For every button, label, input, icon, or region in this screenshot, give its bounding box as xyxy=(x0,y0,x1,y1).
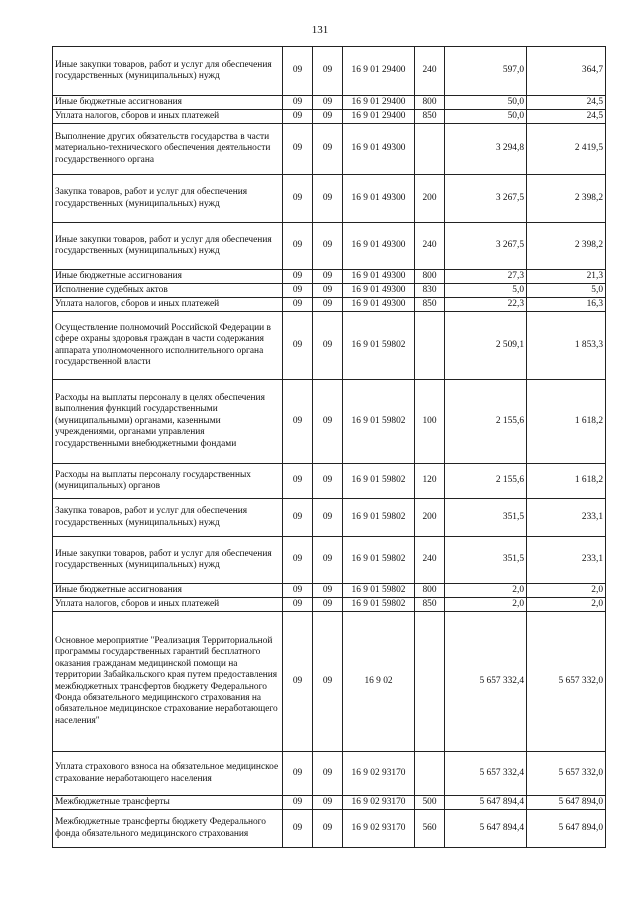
cell-target-code: 16 9 01 49300 xyxy=(343,270,415,284)
cell-subsection: 09 xyxy=(313,96,343,110)
cell-name: Расходы на выплаты персоналу в целях обеспечения выполнения функций государственными (муниципальными) органами, казенными учреждениями, органами управления государственными внебюджетными фондами xyxy=(53,380,283,464)
cell-section: 09 xyxy=(283,499,313,537)
cell-planned-amount: 5 647 894,4 xyxy=(445,796,527,810)
cell-executed-amount: 1 853,3 xyxy=(527,312,606,380)
cell-planned-amount: 5 647 894,4 xyxy=(445,810,527,848)
cell-target-code: 16 9 01 29400 xyxy=(343,110,415,124)
cell-name: Иные бюджетные ассигнования xyxy=(53,584,283,598)
cell-planned-amount: 50,0 xyxy=(445,110,527,124)
cell-name: Иные закупки товаров, работ и услуг для обеспечения государственных (муниципальных) нужд xyxy=(53,47,283,96)
cell-target-code: 16 9 01 29400 xyxy=(343,96,415,110)
cell-executed-amount: 24,5 xyxy=(527,110,606,124)
cell-expense-type xyxy=(415,124,445,175)
cell-executed-amount: 5 657 332,0 xyxy=(527,752,606,796)
cell-target-code: 16 9 02 xyxy=(343,612,415,752)
cell-expense-type: 850 xyxy=(415,298,445,312)
cell-target-code: 16 9 01 59802 xyxy=(343,499,415,537)
cell-executed-amount: 1 618,2 xyxy=(527,380,606,464)
table-row xyxy=(53,499,606,537)
cell-subsection: 09 xyxy=(313,175,343,223)
cell-target-code: 16 9 01 59802 xyxy=(343,598,415,612)
cell-section: 09 xyxy=(283,380,313,464)
table-row xyxy=(53,298,606,312)
cell-target-code: 16 9 01 59802 xyxy=(343,584,415,598)
cell-planned-amount: 5,0 xyxy=(445,284,527,298)
cell-section: 09 xyxy=(283,298,313,312)
cell-name: Исполнение судебных актов xyxy=(53,284,283,298)
table-row xyxy=(53,284,606,298)
cell-planned-amount: 351,5 xyxy=(445,537,527,584)
cell-section: 09 xyxy=(283,598,313,612)
cell-expense-type: 100 xyxy=(415,380,445,464)
cell-expense-type: 200 xyxy=(415,499,445,537)
table-row xyxy=(53,796,606,810)
budget-table xyxy=(52,46,606,848)
cell-planned-amount: 5 657 332,4 xyxy=(445,612,527,752)
cell-section: 09 xyxy=(283,584,313,598)
cell-executed-amount: 1 618,2 xyxy=(527,464,606,499)
cell-section: 09 xyxy=(283,464,313,499)
cell-section: 09 xyxy=(283,312,313,380)
cell-expense-type: 240 xyxy=(415,47,445,96)
cell-target-code: 16 9 01 49300 xyxy=(343,298,415,312)
cell-subsection: 09 xyxy=(313,464,343,499)
cell-expense-type: 240 xyxy=(415,223,445,270)
cell-section: 09 xyxy=(283,124,313,175)
cell-planned-amount: 2 155,6 xyxy=(445,464,527,499)
cell-expense-type: 560 xyxy=(415,810,445,848)
cell-planned-amount: 597,0 xyxy=(445,47,527,96)
cell-section: 09 xyxy=(283,810,313,848)
cell-target-code: 16 9 01 49300 xyxy=(343,223,415,270)
cell-expense-type xyxy=(415,612,445,752)
cell-name: Межбюджетные трансферты xyxy=(53,796,283,810)
cell-subsection: 09 xyxy=(313,598,343,612)
cell-executed-amount: 2 398,2 xyxy=(527,175,606,223)
cell-name: Межбюджетные трансферты бюджету Федерального фонда обязательного медицинского страхования xyxy=(53,810,283,848)
cell-subsection: 09 xyxy=(313,796,343,810)
cell-subsection: 09 xyxy=(313,124,343,175)
cell-expense-type: 240 xyxy=(415,537,445,584)
cell-subsection: 09 xyxy=(313,312,343,380)
cell-executed-amount: 233,1 xyxy=(527,537,606,584)
cell-expense-type: 500 xyxy=(415,796,445,810)
cell-expense-type xyxy=(415,312,445,380)
cell-name: Иные бюджетные ассигнования xyxy=(53,270,283,284)
cell-name: Уплата налогов, сборов и иных платежей xyxy=(53,298,283,312)
cell-planned-amount: 2 509,1 xyxy=(445,312,527,380)
cell-name: Уплата налогов, сборов и иных платежей xyxy=(53,110,283,124)
cell-name: Закупка товаров, работ и услуг для обеспечения государственных (муниципальных) нужд xyxy=(53,499,283,537)
cell-planned-amount: 50,0 xyxy=(445,96,527,110)
cell-subsection: 09 xyxy=(313,270,343,284)
cell-executed-amount: 233,1 xyxy=(527,499,606,537)
cell-executed-amount: 5 647 894,0 xyxy=(527,796,606,810)
cell-executed-amount: 364,7 xyxy=(527,47,606,96)
cell-section: 09 xyxy=(283,612,313,752)
cell-executed-amount: 16,3 xyxy=(527,298,606,312)
cell-executed-amount: 21,3 xyxy=(527,270,606,284)
cell-expense-type: 200 xyxy=(415,175,445,223)
cell-subsection: 09 xyxy=(313,810,343,848)
cell-planned-amount: 351,5 xyxy=(445,499,527,537)
cell-target-code: 16 9 02 93170 xyxy=(343,810,415,848)
page-number: 131 xyxy=(311,24,329,36)
cell-section: 09 xyxy=(283,796,313,810)
cell-name: Уплата страхового взноса на обязательное медицинское страхование неработающего населения xyxy=(53,752,283,796)
cell-name: Расходы на выплаты персоналу государственных (муниципальных) органов xyxy=(53,464,283,499)
table-row xyxy=(53,110,606,124)
cell-target-code: 16 9 01 59802 xyxy=(343,537,415,584)
cell-executed-amount: 24,5 xyxy=(527,96,606,110)
cell-section: 09 xyxy=(283,110,313,124)
cell-section: 09 xyxy=(283,47,313,96)
cell-planned-amount: 2,0 xyxy=(445,584,527,598)
cell-planned-amount: 5 657 332,4 xyxy=(445,752,527,796)
cell-expense-type: 800 xyxy=(415,584,445,598)
table-row xyxy=(53,270,606,284)
cell-expense-type: 850 xyxy=(415,110,445,124)
cell-executed-amount: 2 398,2 xyxy=(527,223,606,270)
cell-executed-amount: 5,0 xyxy=(527,284,606,298)
cell-planned-amount: 2 155,6 xyxy=(445,380,527,464)
cell-section: 09 xyxy=(283,223,313,270)
table-row xyxy=(53,584,606,598)
cell-target-code: 16 9 01 59802 xyxy=(343,380,415,464)
cell-target-code: 16 9 02 93170 xyxy=(343,796,415,810)
cell-name: Иные закупки товаров, работ и услуг для обеспечения государственных (муниципальных) нужд xyxy=(53,223,283,270)
cell-section: 09 xyxy=(283,752,313,796)
cell-expense-type: 850 xyxy=(415,598,445,612)
table-row xyxy=(53,752,606,796)
cell-subsection: 09 xyxy=(313,752,343,796)
cell-target-code: 16 9 02 93170 xyxy=(343,752,415,796)
cell-expense-type: 120 xyxy=(415,464,445,499)
table-row xyxy=(53,223,606,270)
cell-planned-amount: 22,3 xyxy=(445,298,527,312)
cell-planned-amount: 3 267,5 xyxy=(445,223,527,270)
cell-subsection: 09 xyxy=(313,223,343,270)
table-row xyxy=(53,380,606,464)
cell-executed-amount: 5 657 332,0 xyxy=(527,612,606,752)
cell-name: Осуществление полномочий Российской Федерации в сфере охраны здоровья граждан в части содержания аппарата уполномоченного исполнительного органа государственной власти xyxy=(53,312,283,380)
cell-name: Уплата налогов, сборов и иных платежей xyxy=(53,598,283,612)
cell-name: Иные закупки товаров, работ и услуг для обеспечения государственных (муниципальных) нужд xyxy=(53,537,283,584)
cell-subsection: 09 xyxy=(313,612,343,752)
cell-expense-type xyxy=(415,752,445,796)
table-row xyxy=(53,175,606,223)
cell-subsection: 09 xyxy=(313,110,343,124)
cell-expense-type: 800 xyxy=(415,270,445,284)
table-row xyxy=(53,96,606,110)
cell-subsection: 09 xyxy=(313,298,343,312)
cell-section: 09 xyxy=(283,175,313,223)
cell-subsection: 09 xyxy=(313,584,343,598)
cell-target-code: 16 9 01 49300 xyxy=(343,284,415,298)
cell-expense-type: 830 xyxy=(415,284,445,298)
cell-subsection: 09 xyxy=(313,47,343,96)
cell-target-code: 16 9 01 29400 xyxy=(343,47,415,96)
cell-planned-amount: 2,0 xyxy=(445,598,527,612)
table-row xyxy=(53,124,606,175)
cell-target-code: 16 9 01 49300 xyxy=(343,175,415,223)
cell-section: 09 xyxy=(283,270,313,284)
cell-executed-amount: 2,0 xyxy=(527,584,606,598)
cell-name: Выполнение других обязательств государства в части материально-технического обеспечения деятельности государственного органа xyxy=(53,124,283,175)
cell-name: Иные бюджетные ассигнования xyxy=(53,96,283,110)
cell-name: Основное мероприятие "Реализация Территориальной программы государственных гарантий бесплатного оказания гражданам медицинской помощи на территории Забайкальского края путем предоставления межбюджетных трансфертов бюджету Федерального Фонда обязательного медицинского страхования на обязательное медицинское страхование неработающего населения" xyxy=(53,612,283,752)
table-row xyxy=(53,612,606,752)
cell-executed-amount: 2 419,5 xyxy=(527,124,606,175)
table-row xyxy=(53,312,606,380)
cell-target-code: 16 9 01 49300 xyxy=(343,124,415,175)
cell-planned-amount: 3 267,5 xyxy=(445,175,527,223)
cell-subsection: 09 xyxy=(313,284,343,298)
cell-section: 09 xyxy=(283,537,313,584)
cell-executed-amount: 2,0 xyxy=(527,598,606,612)
cell-subsection: 09 xyxy=(313,499,343,537)
cell-section: 09 xyxy=(283,284,313,298)
cell-target-code: 16 9 01 59802 xyxy=(343,312,415,380)
cell-expense-type: 800 xyxy=(415,96,445,110)
table-row xyxy=(53,464,606,499)
cell-planned-amount: 27,3 xyxy=(445,270,527,284)
cell-subsection: 09 xyxy=(313,380,343,464)
cell-planned-amount: 3 294,8 xyxy=(445,124,527,175)
cell-executed-amount: 5 647 894,0 xyxy=(527,810,606,848)
table-row xyxy=(53,598,606,612)
table-row xyxy=(53,810,606,848)
table-row xyxy=(53,47,606,96)
cell-section: 09 xyxy=(283,96,313,110)
cell-target-code: 16 9 01 59802 xyxy=(343,464,415,499)
table-row xyxy=(53,537,606,584)
cell-name: Закупка товаров, работ и услуг для обеспечения государственных (муниципальных) нужд xyxy=(53,175,283,223)
cell-subsection: 09 xyxy=(313,537,343,584)
